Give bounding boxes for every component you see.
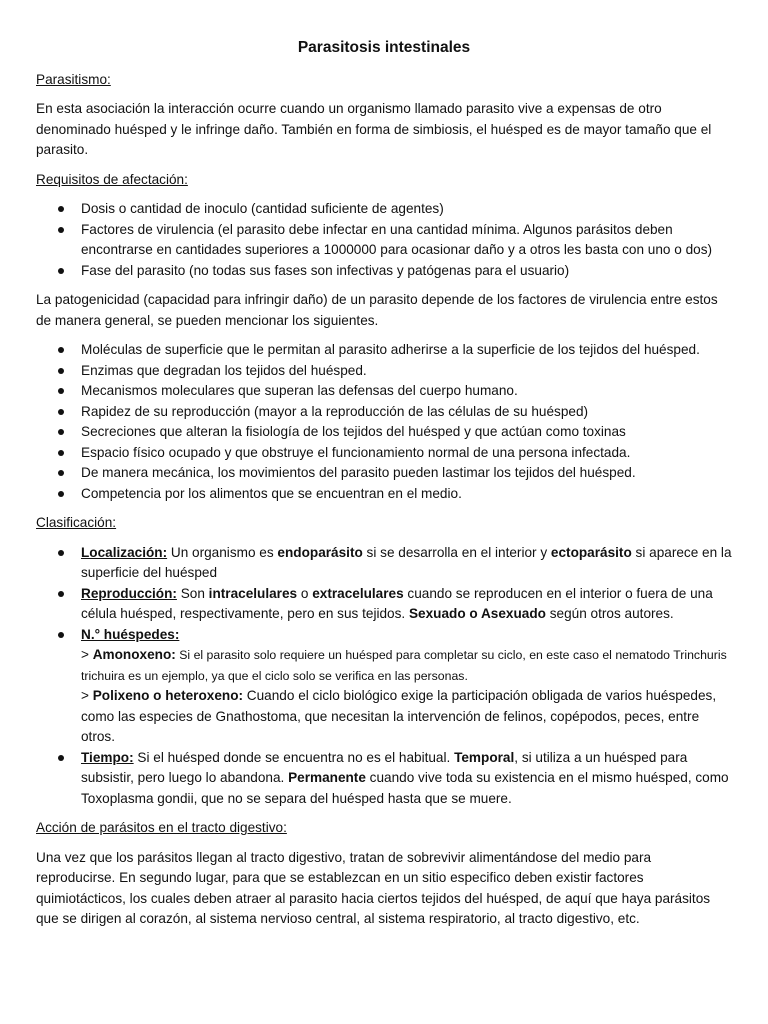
list-item-reproduccion: Reproducción: Son intracelulares o extracelulares cuando se reproducen en el interior o fuera de una célula huésped, respectivamente, pero en sus tejidos. Sexuado o Asexuado según otros autores. bbox=[36, 584, 732, 625]
section-heading-clasificacion: Clasificación: bbox=[36, 515, 117, 530]
paragraph-parasitismo: En esta asociación la interacción ocurre cuando un organismo llamado parasito vive a expensas de otro denominado huésped y le infringe daño. También en forma de simbiosis, el huésped es de mayor tamaño que el parasito. bbox=[36, 101, 712, 157]
subitem-polixeno: > Polixeno o heteroxeno: Cuando el ciclo biológico exige la participación obligada de varios huéspedes, como las especies de Gnathostoma, que necesitan la intervención de felinos, copépodos, peces, entre otros. bbox=[81, 688, 717, 744]
section-heading-requisitos: Requisitos de afectación: bbox=[36, 171, 188, 187]
list-item: Dosis o cantidad de inoculo (cantidad suficiente de agentes) bbox=[36, 199, 732, 220]
term-label: Tiempo: bbox=[81, 749, 134, 765]
requisitos-list bbox=[36, 199, 732, 281]
list-item-localizacion: Localización: Un organismo es endoparásito si se desarrolla en el interior y ectoparásito si aparece en la superficie del huésped bbox=[36, 543, 732, 584]
section-heading-parasitismo: Parasitismo: bbox=[36, 71, 111, 87]
list-item: Moléculas de superficie que le permitan al parasito adherirse a la superficie de los tejidos del huésped. bbox=[36, 340, 732, 361]
list-item: Rapidez de su reproducción (mayor a la reproducción de las células de su huésped) bbox=[36, 402, 732, 423]
term-label: Localización: bbox=[81, 544, 168, 560]
subitem-amonoxeno: > Amonoxeno: Si el parasito solo requiere un huésped para completar su ciclo, en este caso el nematodo Trinchuris trichuira es un ejemplo, ya que el ciclo solo se verifica en las personas. bbox=[81, 647, 727, 683]
document-body bbox=[36, 34, 732, 939]
list-item-tiempo: Tiempo: Si el huésped donde se encuentra no es el habitual. Temporal, si utiliza a un huésped para subsistir, pero luego lo abandona. Permanente cuando vive toda su existencia en el mismo huésped, como Toxoplasma gondii, que no se separa del huésped hasta que se muere. bbox=[36, 748, 732, 810]
list-item-huespedes bbox=[36, 625, 732, 748]
term-label: Reproducción: bbox=[81, 585, 177, 601]
list-item: Mecanismos moleculares que superan las defensas del cuerpo humano. bbox=[36, 381, 732, 402]
list-item: Competencia por los alimentos que se encuentran en el medio. bbox=[36, 484, 732, 505]
list-item: Fase del parasito (no todas sus fases son infectivas y patógenas para el usuario) bbox=[36, 261, 732, 282]
list-item: Factores de virulencia (el parasito debe infectar en una cantidad mínima. Algunos parásitos deben encontrarse en cantidades superiores a 1000000 para ocasionar daño y a otros les basta con uno o dos) bbox=[36, 220, 732, 261]
clasificacion-list bbox=[36, 543, 732, 810]
list-item: Enzimas que degradan los tejidos del huésped. bbox=[36, 361, 732, 382]
section-heading-accion: Acción de parásitos en el tracto digestivo: bbox=[36, 820, 287, 835]
document-title: Parasitosis intestinales bbox=[297, 39, 471, 56]
patogenicidad-list bbox=[36, 340, 732, 504]
paragraph-patogenicidad: La patogenicidad (capacidad para infringir daño) de un parasito depende de los factores de virulencia entre estos de manera general, se pueden mencionar los siguientes. bbox=[36, 292, 718, 328]
list-item: Secreciones que alteran la fisiología de los tejidos del huésped y que actúan como toxinas bbox=[36, 422, 732, 443]
list-item: De manera mecánica, los movimientos del parasito pueden lastimar los tejidos del huésped. bbox=[36, 463, 732, 484]
term-label: N.° huéspedes: bbox=[81, 626, 180, 642]
list-item: Espacio físico ocupado y que obstruye el funcionamiento normal de una persona infectada. bbox=[36, 443, 732, 464]
paragraph-accion: Una vez que los parásitos llegan al tracto digestivo, tratan de sobrevivir alimentándose del medio para reproducirse. En segundo lugar, para que se establezcan en un sitio especifico deben existir factores quimiotácticos, los cuales deben atraer al parasito hacia ciertos tejidos del huésped, de aquí que haya parásitos que se dirigen al corazón, al sistema nervioso central, al sistema respiratorio, al tracto digestivo, etc. bbox=[36, 849, 711, 926]
